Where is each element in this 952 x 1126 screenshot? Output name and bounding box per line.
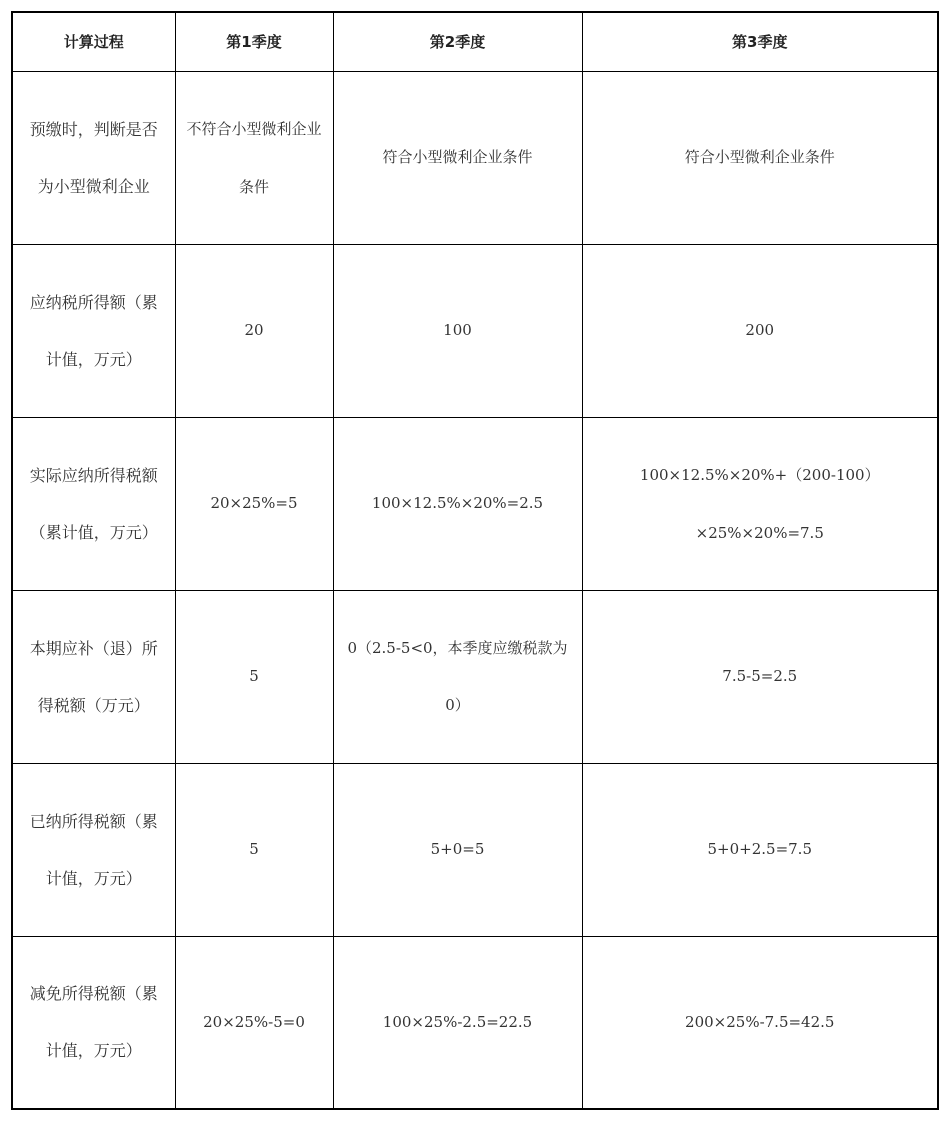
cell-q1: 不符合小型微利企业条件 xyxy=(175,71,333,244)
row-label: 实际应纳所得税额（累计值，万元） xyxy=(12,417,175,590)
row-label: 已纳所得税额（累计值，万元） xyxy=(12,763,175,936)
cell-q3: 100×12.5%×20%+（200-100）×25%×20%=7.5 xyxy=(582,417,938,590)
cell-q1: 20 xyxy=(175,244,333,417)
table-row xyxy=(12,763,938,936)
cell-q1: 5 xyxy=(175,590,333,763)
cell-q1: 20×25%-5=0 xyxy=(175,936,333,1109)
header-q2: 第2季度 xyxy=(333,12,582,71)
cell-q3: 200×25%-7.5=42.5 xyxy=(582,936,938,1109)
row-label: 本期应补（退）所得税额（万元） xyxy=(12,590,175,763)
header-q3: 第3季度 xyxy=(582,12,938,71)
cell-q1: 5 xyxy=(175,763,333,936)
table-row xyxy=(12,71,938,244)
table-row xyxy=(12,590,938,763)
cell-q2: 0（2.5-5<0，本季度应缴税款为0） xyxy=(333,590,582,763)
cell-q3: 7.5-5=2.5 xyxy=(582,590,938,763)
cell-q2: 5+0=5 xyxy=(333,763,582,936)
tax-calculation-table xyxy=(11,11,939,1110)
table-row xyxy=(12,244,938,417)
table-row xyxy=(12,417,938,590)
row-label: 应纳税所得额（累计值，万元） xyxy=(12,244,175,417)
header-process: 计算过程 xyxy=(12,12,175,71)
cell-q2: 符合小型微利企业条件 xyxy=(333,71,582,244)
cell-q2: 100×12.5%×20%=2.5 xyxy=(333,417,582,590)
row-label: 预缴时，判断是否为小型微利企业 xyxy=(12,71,175,244)
header-row xyxy=(12,12,938,71)
cell-q3: 符合小型微利企业条件 xyxy=(582,71,938,244)
cell-q2: 100 xyxy=(333,244,582,417)
cell-q1: 20×25%=5 xyxy=(175,417,333,590)
row-label: 减免所得税额（累计值，万元） xyxy=(12,936,175,1109)
cell-q2: 100×25%-2.5=22.5 xyxy=(333,936,582,1109)
cell-q3: 200 xyxy=(582,244,938,417)
cell-q3: 5+0+2.5=7.5 xyxy=(582,763,938,936)
header-q1: 第1季度 xyxy=(175,12,333,71)
table-row xyxy=(12,936,938,1109)
